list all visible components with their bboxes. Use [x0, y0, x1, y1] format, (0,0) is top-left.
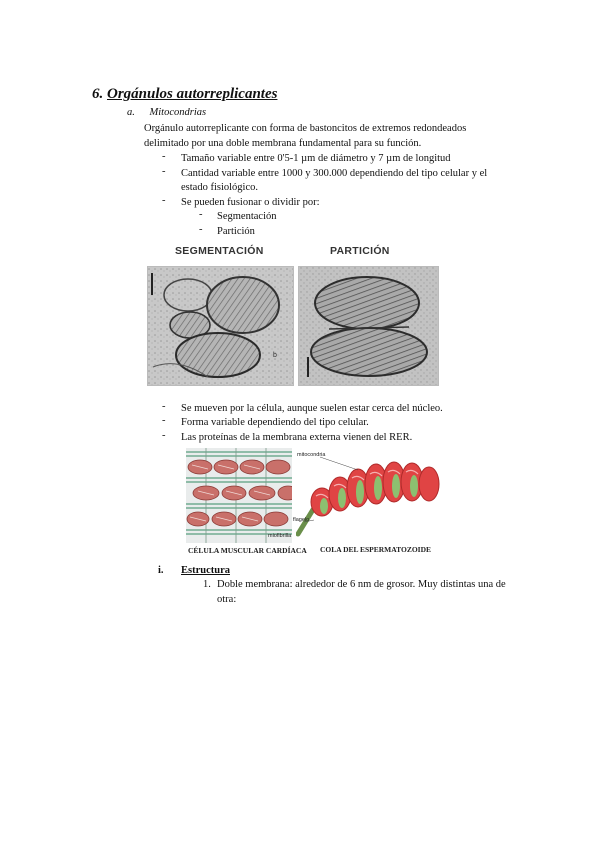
dash: - — [162, 401, 166, 412]
intro-line-1: Orgánulo autorreplicante con forma de bastoncitos de extremos redondeados — [144, 123, 467, 134]
bullet-quantity-1: Cantidad variable entre 1000 y 300.000 dependiendo del tipo celular y el — [181, 168, 488, 179]
structure-marker: i. — [158, 565, 164, 576]
subsection-marker: a. — [127, 107, 135, 118]
dash: - — [199, 209, 203, 220]
svg-text:b: b — [273, 352, 277, 359]
dash: - — [162, 415, 166, 426]
micrograph-segmentation — [147, 266, 294, 386]
bullet-quantity-2: estado fisiológico. — [181, 182, 258, 193]
structure-item-line-1: Doble membrana: alrededor de 6 nm de grosor. Muy distintas una de — [217, 579, 506, 590]
division-partition: Partición — [217, 226, 255, 237]
caption-sperm: COLA DEL ESPERMATOZOIDE — [320, 545, 431, 554]
caption-cardiac: CÉLULA MUSCULAR CARDÍACA — [188, 546, 307, 555]
cardiac-muscle-illustration — [186, 448, 292, 543]
subsection-title: Mitocondrias — [149, 107, 207, 118]
figure1-label-segmentation: SEGMENTACIÓN — [175, 245, 264, 257]
micrograph-partition — [298, 266, 439, 386]
label-mitochondria: mitocondria — [297, 452, 326, 458]
structure-item-line-2: otra: — [217, 594, 237, 605]
label-myofibril: miofibrilla — [268, 533, 292, 539]
dash: - — [162, 166, 166, 177]
intro-line-2: delimitado por una doble membrana fundamental para su función. — [144, 138, 422, 149]
bullet-fusion: Se pueden fusionar o dividir por: — [181, 197, 320, 208]
bullet-movement: Se mueven por la célula, aunque suelen estar cerca del núcleo. — [181, 403, 443, 414]
bullet-proteins: Las proteínas de la membrana externa vienen del RER. — [181, 432, 413, 443]
structure-title: Estructura — [181, 565, 230, 576]
bullet-size: Tamaño variable entre 0'5-1 µm de diámetro y 7 µm de longitud — [181, 153, 451, 164]
division-segmentation: Segmentación — [217, 211, 277, 222]
sperm-tail-illustration — [296, 448, 444, 540]
figure1-label-partition: PARTICIÓN — [330, 245, 390, 257]
dash: - — [162, 430, 166, 441]
label-flagellum: flagelo — [293, 517, 310, 523]
section-title: Orgánulos autorreplicantes — [107, 86, 278, 102]
subsection-heading — [127, 107, 206, 118]
dash: - — [199, 224, 203, 235]
dash: - — [162, 195, 166, 206]
structure-item-marker: 1. — [203, 579, 211, 590]
dash: - — [162, 151, 166, 162]
section-heading — [92, 86, 277, 103]
section-number: 6. — [92, 86, 104, 102]
bullet-shape: Forma variable dependiendo del tipo celular. — [181, 417, 369, 428]
